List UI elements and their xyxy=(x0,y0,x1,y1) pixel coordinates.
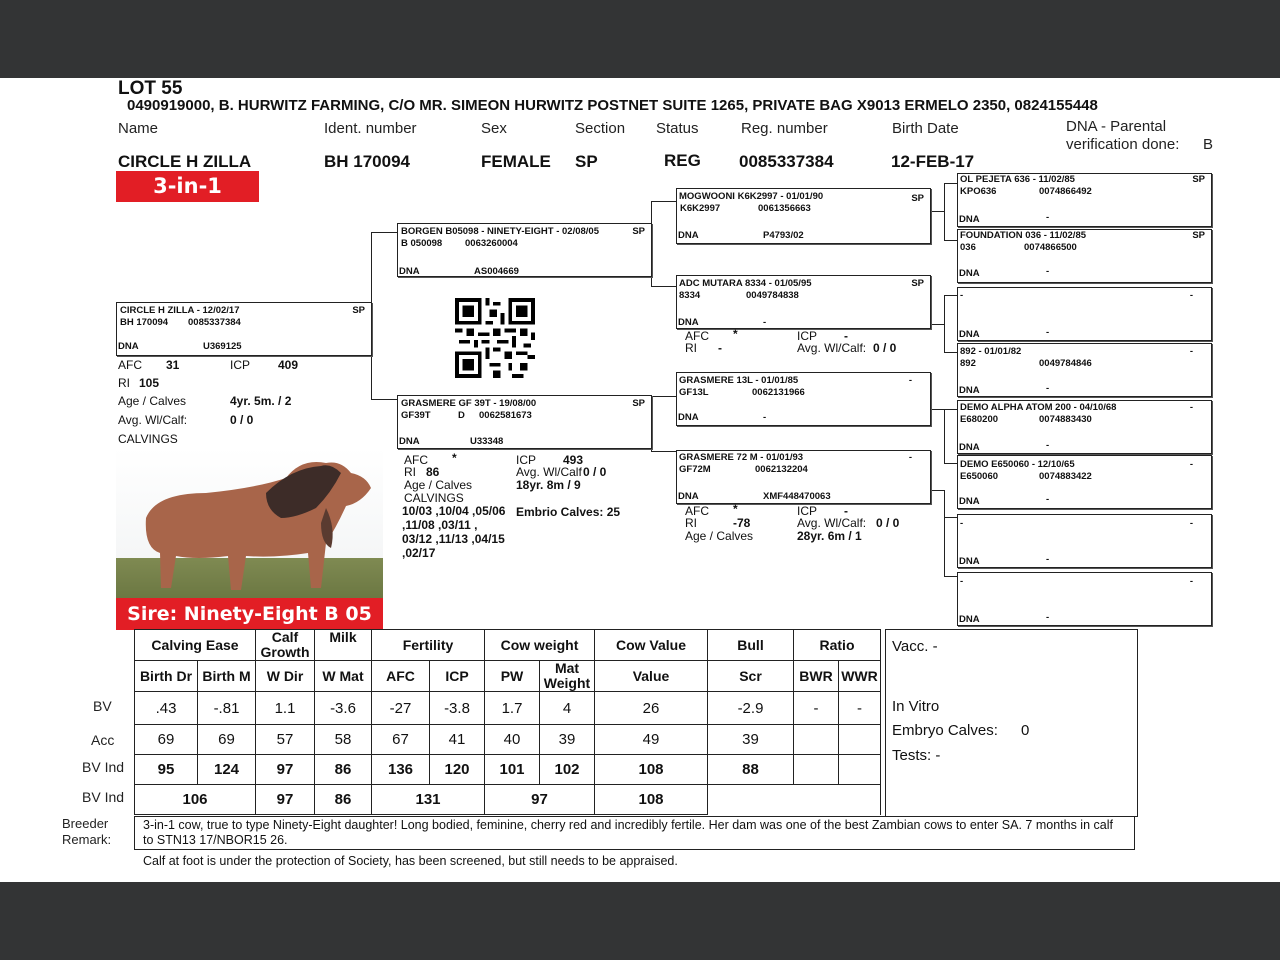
bv-cell: 4 xyxy=(540,692,595,725)
row-label-bv-ind: BV Ind xyxy=(82,789,125,805)
vaccination-panel xyxy=(885,629,1138,817)
g2-title: FOUNDATION 036 - 11/02/85 xyxy=(960,230,1087,241)
sd-icp-label: ICP xyxy=(797,329,818,343)
qr-code xyxy=(454,298,536,378)
g8-dna: - xyxy=(1046,612,1050,623)
col-birth-dr: Birth Dr xyxy=(135,661,198,692)
vacc-text: Vacc. - xyxy=(892,638,938,655)
connector xyxy=(944,295,945,352)
dd-icp: - xyxy=(844,504,848,518)
dam-box xyxy=(397,395,652,449)
sd-afc: * xyxy=(733,327,738,341)
g4-title: 892 - 01/01/82 xyxy=(960,346,1022,357)
dam-embrio-calves: Embrio Calves: 25 xyxy=(516,505,621,519)
g5-dna-label: DNA xyxy=(959,442,980,453)
bv-ind-group-cell: 131 xyxy=(372,785,485,815)
dd-dna-label: DNA xyxy=(678,491,699,502)
connector xyxy=(651,451,676,452)
dam-d: D xyxy=(458,410,465,421)
g7-dna-label: DNA xyxy=(959,556,980,567)
connector xyxy=(944,517,945,576)
connector xyxy=(651,201,676,202)
animal-age-calves-label: Age / Calves xyxy=(118,394,187,408)
acc-cell xyxy=(839,725,881,755)
dam-avg-wl: 0 / 0 xyxy=(583,465,607,479)
sd-ri: - xyxy=(718,341,722,355)
breeder-remark-label: Breeder xyxy=(62,816,109,831)
g6-title: DEMO E650060 - 12/10/65 xyxy=(960,459,1075,470)
value-status: REG xyxy=(664,151,701,170)
bv-cell: -27 xyxy=(372,692,430,725)
animal-box-section: SP xyxy=(352,305,365,316)
g3-section: - xyxy=(1189,290,1193,301)
sire-dna-label: DNA xyxy=(399,266,420,277)
connector xyxy=(944,240,957,241)
dd-title: GRASMERE 72 M - 01/01/93 xyxy=(679,452,804,463)
g5-dna: - xyxy=(1046,440,1050,451)
col-wwr: WWR xyxy=(839,661,881,692)
label-name: Name xyxy=(118,120,159,137)
connector xyxy=(930,211,944,212)
connector xyxy=(944,517,957,518)
animal-box-reg: 0085337384 xyxy=(188,317,241,328)
dam-reg: 0062581673 xyxy=(479,410,532,421)
dam-dna: U33348 xyxy=(470,436,504,447)
value-ident: BH 170094 xyxy=(324,152,411,171)
g8-title: - xyxy=(960,576,964,587)
acc-cell: 40 xyxy=(485,725,540,755)
g2-id: 036 xyxy=(960,242,976,253)
sire-sire-box xyxy=(676,188,931,244)
bv-cell: 1.1 xyxy=(256,692,315,725)
animal-ri-label: RI xyxy=(118,376,130,390)
g1-id: KPO636 xyxy=(960,186,997,197)
ggp-box-8 xyxy=(957,572,1212,626)
g6-dna-label: DNA xyxy=(959,496,980,507)
col-mat-weight: Mat Weight xyxy=(540,661,595,692)
acc-cell: 69 xyxy=(135,725,198,755)
g7-section: - xyxy=(1189,518,1193,529)
g1-reg: 0074866492 xyxy=(1039,186,1092,197)
bv-ind-cell: 101 xyxy=(485,755,540,785)
g4-section: - xyxy=(1189,346,1193,357)
acc-cell: 57 xyxy=(256,725,315,755)
ggp-box-6 xyxy=(957,455,1212,509)
dd-ri: -78 xyxy=(733,516,751,530)
dd-ri-label: RI xyxy=(685,516,697,530)
dd-icp-label: ICP xyxy=(797,504,818,518)
dd-age-calves-label: Age / Calves xyxy=(685,529,754,543)
g6-dna: - xyxy=(1046,494,1050,505)
tests-text: Tests: - xyxy=(892,747,941,764)
bv-cell: 1.7 xyxy=(485,692,540,725)
dd-afc-label: AFC xyxy=(685,504,709,518)
ggp-box-1 xyxy=(957,173,1212,227)
dam-icp: 493 xyxy=(563,453,584,467)
g7-title: - xyxy=(960,518,964,529)
row-label-bv: BV xyxy=(93,698,112,714)
in-vitro-label: In Vitro xyxy=(892,698,940,715)
dam-title: GRASMERE GF 39T - 19/08/00 xyxy=(401,398,537,409)
empty-cell xyxy=(794,785,839,815)
dd-dna: XMF448470063 xyxy=(763,491,831,502)
bv-ind-group-cell: 86 xyxy=(315,785,372,815)
g8-dna-label: DNA xyxy=(959,614,980,625)
bv-ind-group-cell: 97 xyxy=(256,785,315,815)
col-w-mat: W Mat xyxy=(315,661,372,692)
connector xyxy=(651,396,676,397)
bv-ind-group-cell: 106 xyxy=(135,785,256,815)
dam-calvings-line: ,11/08 ,03/11 , xyxy=(402,518,478,532)
g6-reg: 0074883422 xyxy=(1039,471,1092,482)
sire-dna: AS004669 xyxy=(474,266,519,277)
group-bull: Bull xyxy=(708,630,794,661)
row-label-acc: Acc xyxy=(91,732,115,748)
value-birth: 12-FEB-17 xyxy=(891,152,975,171)
animal-icp: 409 xyxy=(278,358,299,372)
sire-id: B 050098 xyxy=(401,238,443,249)
g6-section: - xyxy=(1189,459,1193,470)
connector xyxy=(651,286,676,287)
g1-section: SP xyxy=(1192,174,1205,185)
bv-ind-cell: 108 xyxy=(595,755,708,785)
animal-box xyxy=(116,302,372,356)
ds-section: - xyxy=(908,375,912,386)
dd-reg: 0062132204 xyxy=(755,464,808,475)
g1-title: OL PEJETA 636 - 11/02/85 xyxy=(960,174,1075,185)
dna-verification-value: B xyxy=(1203,136,1214,153)
bv-cell: .43 xyxy=(135,692,198,725)
col-icp: ICP xyxy=(430,661,485,692)
acc-cell: 39 xyxy=(540,725,595,755)
col-pw: PW xyxy=(485,661,540,692)
breeder-address: 0490919000, B. HURWITZ FARMING, C/O MR. SIMEON HURWITZ POSTNET SUITE 1265, PRIVATE BAG X9013 ERMELO 2350, 0824155448 xyxy=(127,97,1098,114)
connector xyxy=(944,183,957,184)
connector xyxy=(944,490,945,517)
connector xyxy=(944,409,957,410)
dam-dna-label: DNA xyxy=(399,436,420,447)
animal-box-dna-label: DNA xyxy=(118,341,139,352)
ss-reg: 0061356663 xyxy=(758,203,811,214)
connector xyxy=(930,324,944,325)
connector xyxy=(371,232,397,233)
bv-cell: -3.8 xyxy=(430,692,485,725)
animal-afc: 31 xyxy=(166,358,180,372)
bv-ind-cell: 120 xyxy=(430,755,485,785)
dam-age-calves-label: Age / Calves xyxy=(404,478,473,492)
value-section: SP xyxy=(575,152,598,171)
bv-ind-cell: 102 xyxy=(540,755,595,785)
g5-reg: 0074883430 xyxy=(1039,414,1092,425)
bv-cell: -2.9 xyxy=(708,692,794,725)
animal-box-title: CIRCLE H ZILLA - 12/02/17 xyxy=(120,305,240,316)
connector xyxy=(944,295,957,296)
g2-dna: - xyxy=(1046,266,1050,277)
ss-id: K6K2997 xyxy=(680,203,721,214)
connector xyxy=(944,352,957,353)
dam-ri-label: RI xyxy=(404,465,416,479)
connector xyxy=(930,409,944,410)
ss-dna: P4793/02 xyxy=(763,230,804,241)
empty-cell xyxy=(708,785,794,815)
bv-ind-cell: 124 xyxy=(198,755,256,785)
ss-dna-label: DNA xyxy=(678,230,699,241)
g3-title: - xyxy=(960,290,964,301)
dd-age-calves: 28yr. 6m / 1 xyxy=(797,529,862,543)
dam-calvings-line: 03/12 ,11/13 ,04/15 xyxy=(402,532,505,546)
value-sex: FEMALE xyxy=(481,152,551,171)
col-scr: Scr xyxy=(708,661,794,692)
g5-id: E680200 xyxy=(960,414,999,425)
bv-ind-cell: 95 xyxy=(135,755,198,785)
calf-note: Calf at foot is under the protection of Society, has been screened, but still needs to be appraised. xyxy=(143,854,678,868)
dam-avg-wl-label: Avg. Wl/Calf xyxy=(516,465,582,479)
bv-ind-cell: 97 xyxy=(256,755,315,785)
dam-calvings-label: CALVINGS xyxy=(404,491,464,505)
connector xyxy=(944,183,945,240)
sd-dna-label: DNA xyxy=(678,317,699,328)
ggp-box-2 xyxy=(957,229,1212,283)
group-calving-ease: Calving Ease xyxy=(135,630,256,661)
g1-dna-label: DNA xyxy=(959,214,980,225)
label-section: Section xyxy=(575,120,626,137)
sire-section: SP xyxy=(632,226,645,237)
acc-cell xyxy=(794,725,839,755)
animal-afc-label: AFC xyxy=(118,358,142,372)
col-w-dir: W Dir xyxy=(256,661,315,692)
row-label-bv-ind: BV Ind xyxy=(82,759,125,775)
ds-id: GF13L xyxy=(679,387,709,398)
ggp-box-3 xyxy=(957,287,1212,341)
acc-cell: 49 xyxy=(595,725,708,755)
sd-afc-label: AFC xyxy=(685,329,709,343)
breeder-remark-label: Remark: xyxy=(62,832,112,847)
animal-avg-wl-label: Avg. Wl/Calf: xyxy=(118,413,188,427)
acc-cell: 69 xyxy=(198,725,256,755)
acc-cell: 39 xyxy=(708,725,794,755)
sd-ri-label: RI xyxy=(685,341,697,355)
empty-cell xyxy=(839,785,881,815)
g4-reg: 0049784846 xyxy=(1039,358,1092,369)
group-cow-value: Cow Value xyxy=(595,630,708,661)
dam-section: SP xyxy=(632,398,645,409)
bv-ind-cell xyxy=(794,755,839,785)
dd-avg-wl: 0 / 0 xyxy=(876,516,900,530)
sd-section: SP xyxy=(911,278,924,289)
bv-ind-cell: 88 xyxy=(708,755,794,785)
g6-id: E650060 xyxy=(960,471,999,482)
dam-ri: 86 xyxy=(426,465,440,479)
sire-box xyxy=(397,223,652,277)
acc-cell: 67 xyxy=(372,725,430,755)
lot-sheet xyxy=(0,78,1280,882)
dd-id: GF72M xyxy=(679,464,711,475)
sd-avg-wl-label: Avg. Wl/Calf: xyxy=(797,341,867,355)
group-cow-weight: Cow weight xyxy=(485,630,595,661)
g3-dna-label: DNA xyxy=(959,329,980,340)
animal-icp-label: ICP xyxy=(230,358,251,372)
sire-title: BORGEN B05098 - NINETY-EIGHT - 02/08/05 xyxy=(401,226,599,237)
dam-sire-box xyxy=(676,372,931,426)
dam-calvings-line: 10/03 ,10/04 ,05/06 xyxy=(402,504,506,518)
animal-box-id: BH 170094 xyxy=(120,317,169,328)
g2-reg: 0074866500 xyxy=(1024,242,1077,253)
ss-section: SP xyxy=(911,193,924,204)
dd-afc: * xyxy=(733,502,738,516)
bv-ind-group-cell: 108 xyxy=(595,785,708,815)
lot-number: LOT 55 xyxy=(118,78,183,99)
ss-title: MOGWOONI K6K2997 - 01/01/90 xyxy=(679,191,824,202)
dam-dam-box xyxy=(676,450,931,504)
group-ratio: Ratio xyxy=(794,630,881,661)
three-in-one-badge: 3-in-1 xyxy=(116,171,259,202)
bv-ind-group-cell: 97 xyxy=(485,785,595,815)
dam-afc: * xyxy=(452,451,457,465)
value-reg: 0085337384 xyxy=(739,152,834,171)
ggp-box-5 xyxy=(957,400,1212,454)
sd-dna: - xyxy=(763,317,767,328)
animal-box-dna: U369125 xyxy=(203,341,242,352)
bv-cell: 26 xyxy=(595,692,708,725)
dd-section: - xyxy=(908,452,912,463)
ggp-box-7 xyxy=(957,514,1212,568)
g7-dna: - xyxy=(1046,554,1050,565)
ds-dna: - xyxy=(763,412,767,423)
label-reg: Reg. number xyxy=(741,120,828,137)
dam-afc-label: AFC xyxy=(404,453,428,467)
g5-section: - xyxy=(1189,402,1193,413)
acc-cell: 58 xyxy=(315,725,372,755)
animal-ri: 105 xyxy=(139,376,160,390)
connector xyxy=(944,576,957,577)
group-milk: Milk xyxy=(315,630,372,661)
connector xyxy=(930,490,944,491)
sd-icp: - xyxy=(844,329,848,343)
ggp-box-4 xyxy=(957,343,1212,397)
sd-title: ADC MUTARA 8334 - 01/05/95 xyxy=(679,278,812,289)
sire-reg: 0063260004 xyxy=(465,238,518,249)
bv-cell: - xyxy=(794,692,839,725)
sd-reg: 0049784838 xyxy=(746,290,799,301)
g4-dna-label: DNA xyxy=(959,385,980,396)
dam-age-calves: 18yr. 8m / 9 xyxy=(516,478,581,492)
label-ident: Ident. number xyxy=(324,120,417,137)
bv-ind-cell: 86 xyxy=(315,755,372,785)
bv-cell: -3.6 xyxy=(315,692,372,725)
sd-id: 8334 xyxy=(679,290,701,301)
group-calf-growth: Calf Growth xyxy=(256,630,315,661)
animal-avg-wl: 0 / 0 xyxy=(230,413,254,427)
g2-section: SP xyxy=(1192,230,1205,241)
bv-ind-cell: 136 xyxy=(372,755,430,785)
g8-section: - xyxy=(1189,576,1193,587)
sire-caption: Sire: Ninety-Eight B 05 98 xyxy=(116,598,383,630)
acc-cell: 41 xyxy=(430,725,485,755)
g3-dna: - xyxy=(1046,327,1050,338)
g5-title: DEMO ALPHA ATOM 200 - 04/10/68 xyxy=(960,402,1117,413)
ds-title: GRASMERE 13L - 01/01/85 xyxy=(679,375,799,386)
label-dna-1: DNA - Parental xyxy=(1066,118,1167,135)
animal-age-calves: 4yr. 5m. / 2 xyxy=(230,394,292,408)
dam-calvings-line: ,02/17 xyxy=(402,546,436,560)
bv-ind-cell xyxy=(839,755,881,785)
ds-dna-label: DNA xyxy=(678,412,699,423)
dam-id: GF39T xyxy=(401,410,431,421)
label-birth: Birth Date xyxy=(892,120,959,137)
embryo-calves-label: Embryo Calves: xyxy=(892,722,998,739)
dd-avg-wl-label: Avg. Wl/Calf: xyxy=(797,516,867,530)
connector xyxy=(944,409,945,463)
connector xyxy=(371,399,397,400)
value-name: CIRCLE H ZILLA xyxy=(118,152,252,171)
col-value: Value xyxy=(595,661,708,692)
label-status: Status xyxy=(656,120,699,137)
col-afc: AFC xyxy=(372,661,430,692)
ds-reg: 0062131966 xyxy=(752,387,805,398)
dam-icp-label: ICP xyxy=(516,453,537,467)
connector xyxy=(944,463,957,464)
bv-cell: - xyxy=(839,692,881,725)
group-fertility: Fertility xyxy=(372,630,485,661)
g4-dna: - xyxy=(1046,383,1050,394)
g2-dna-label: DNA xyxy=(959,268,980,279)
g4-id: 892 xyxy=(960,358,976,369)
embryo-calves-value: 0 xyxy=(1021,722,1030,739)
g1-dna: - xyxy=(1046,212,1050,223)
animal-calvings-label: CALVINGS xyxy=(118,432,178,446)
col-birth-m: Birth M xyxy=(198,661,256,692)
col-bwr: BWR xyxy=(794,661,839,692)
label-sex: Sex xyxy=(481,120,507,137)
label-dna-2: verification done: xyxy=(1066,136,1180,153)
sire-dam-box xyxy=(676,275,931,329)
bv-cell: -.81 xyxy=(198,692,256,725)
sd-avg-wl: 0 / 0 xyxy=(873,341,897,355)
breeding-values-table xyxy=(134,629,881,815)
breeder-remark-text: 3-in-1 cow, true to type Ninety-Eight daughter! Long bodied, feminine, cherry red and incredibly fertile. Her dam was one of the best Zambian cows to enter SA. 7 months in calf to STN13 17/NBOR15 26. xyxy=(134,816,1135,850)
